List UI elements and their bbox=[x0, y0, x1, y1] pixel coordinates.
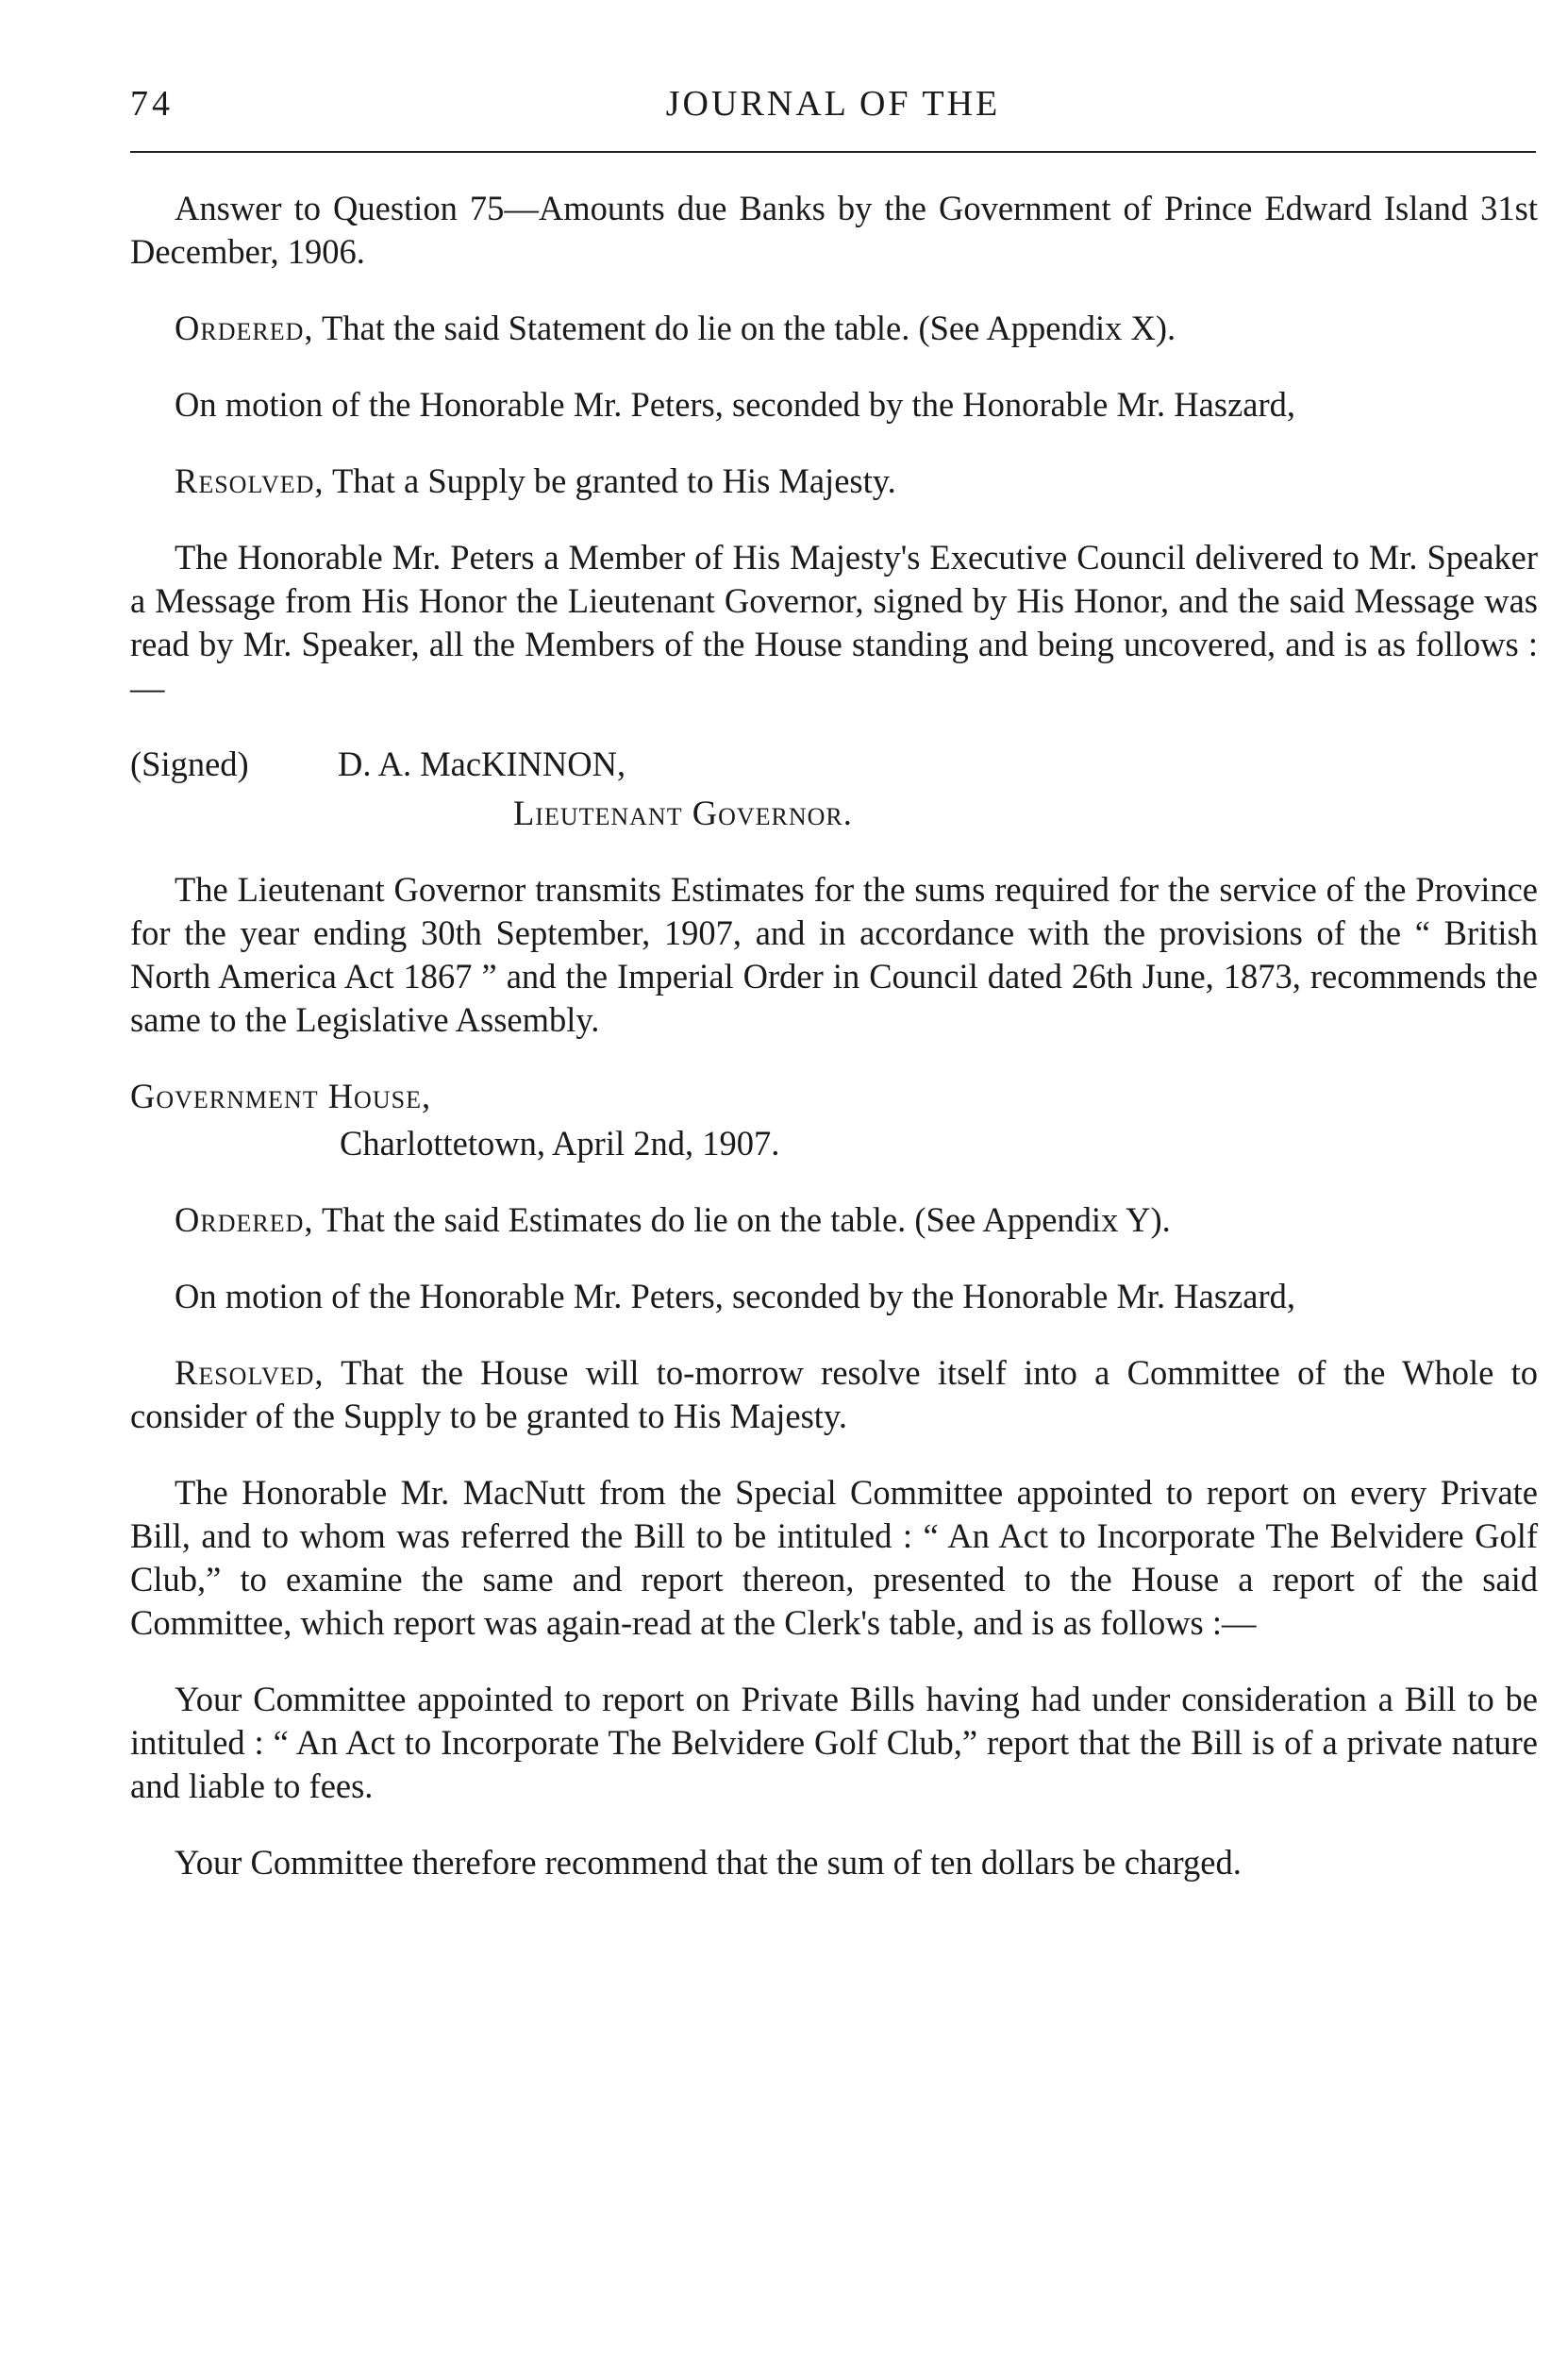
message-place: Government House, bbox=[130, 1077, 432, 1115]
paragraph-resolved-committee bbox=[130, 1351, 1538, 1438]
ordered-lead-2: Ordered, bbox=[175, 1200, 314, 1239]
signatory-title: Lieutenant Governor. bbox=[513, 794, 853, 832]
running-head: JOURNAL OF THE bbox=[665, 84, 1001, 124]
ordered-lead: Ordered, bbox=[175, 309, 314, 347]
paragraph-ordered-statement bbox=[130, 307, 1538, 350]
journal-body bbox=[130, 187, 1538, 1917]
resolved-text-2: That the House will to-morrow resolve itself into a Committee of the Whole to consider of the Supply to be granted to His Majesty. bbox=[130, 1353, 1538, 1435]
ordered-text: That the said Statement do lie on the table. (See Appendix X). bbox=[313, 309, 1176, 347]
ordered-text-2: That the said Estimates do lie on the table. (See Appendix Y). bbox=[313, 1200, 1171, 1239]
paragraph-ordered-estimates bbox=[130, 1198, 1538, 1242]
signature-line bbox=[130, 743, 1538, 786]
paragraph-motion-committee: On motion of the Honorable Mr. Peters, seconded by the Honorable Mr. Haszard, bbox=[175, 1277, 1295, 1315]
paragraph-estimates-message: The Lieutenant Governor transmits Estimates for the sums required for the service of the Province for the year ending 30th September, 1907, and in accordance with the provisions of the “ British North America Act 1867 ” and the Imperial Order in Council dated 26th June, 1873, recommends the same to the Legislative Assembly. bbox=[130, 870, 1538, 1039]
resolved-text: That a Supply be granted to His Majesty. bbox=[324, 461, 896, 500]
signatory-name: D. A. MacKINNON, bbox=[338, 745, 626, 783]
paragraph-resolved-supply bbox=[130, 460, 1538, 503]
resolved-lead-2: Resolved, bbox=[175, 1353, 325, 1392]
paragraph-message-delivered: The Honorable Mr. Peters a Member of His Majesty's Executive Council delivered to Mr. Speaker a Message from His Honor the Lieutenant Governor, signed by His Honor, and the said Message was read by Mr. Speaker, all the Members of the House standing and being uncovered, and is as follows :— bbox=[130, 538, 1538, 707]
paragraph-motion-supply: On motion of the Honorable Mr. Peters, seconded by the Honorable Mr. Haszard, bbox=[175, 385, 1295, 424]
signed-label: (Signed) bbox=[130, 745, 249, 783]
paragraph-committee-recommendation: Your Committee therefore recommend that the sum of ten dollars be charged. bbox=[175, 1843, 1242, 1882]
message-date: Charlottetown, April 2nd, 1907. bbox=[340, 1124, 780, 1163]
page-number: 74 bbox=[130, 84, 174, 124]
paragraph-special-committee: The Honorable Mr. MacNutt from the Special Committee appointed to report on every Private Bill, and to whom was referred the Bill to be intituled : “ An Act to Incorporate The Belvidere Golf Club,” to examine the same and report thereon, presented to the House a report of the said Committee, which report was again-read at the Clerk's table, and is as follows :— bbox=[130, 1473, 1538, 1642]
paragraph-committee-report: Your Committee appointed to report on Private Bills having had under consideration a Bill to be intituled : “ An Act to Incorporate The Belvidere Golf Club,” report that the Bill is of a private nature and liable to fees. bbox=[130, 1680, 1538, 1805]
header-rule bbox=[130, 151, 1536, 153]
paragraph-answer-question-75: Answer to Question 75—Amounts due Banks by the Government of Prince Edward Island 31st December, 1906. bbox=[130, 189, 1538, 271]
resolved-lead: Resolved, bbox=[175, 461, 325, 500]
page-header bbox=[130, 83, 1536, 136]
